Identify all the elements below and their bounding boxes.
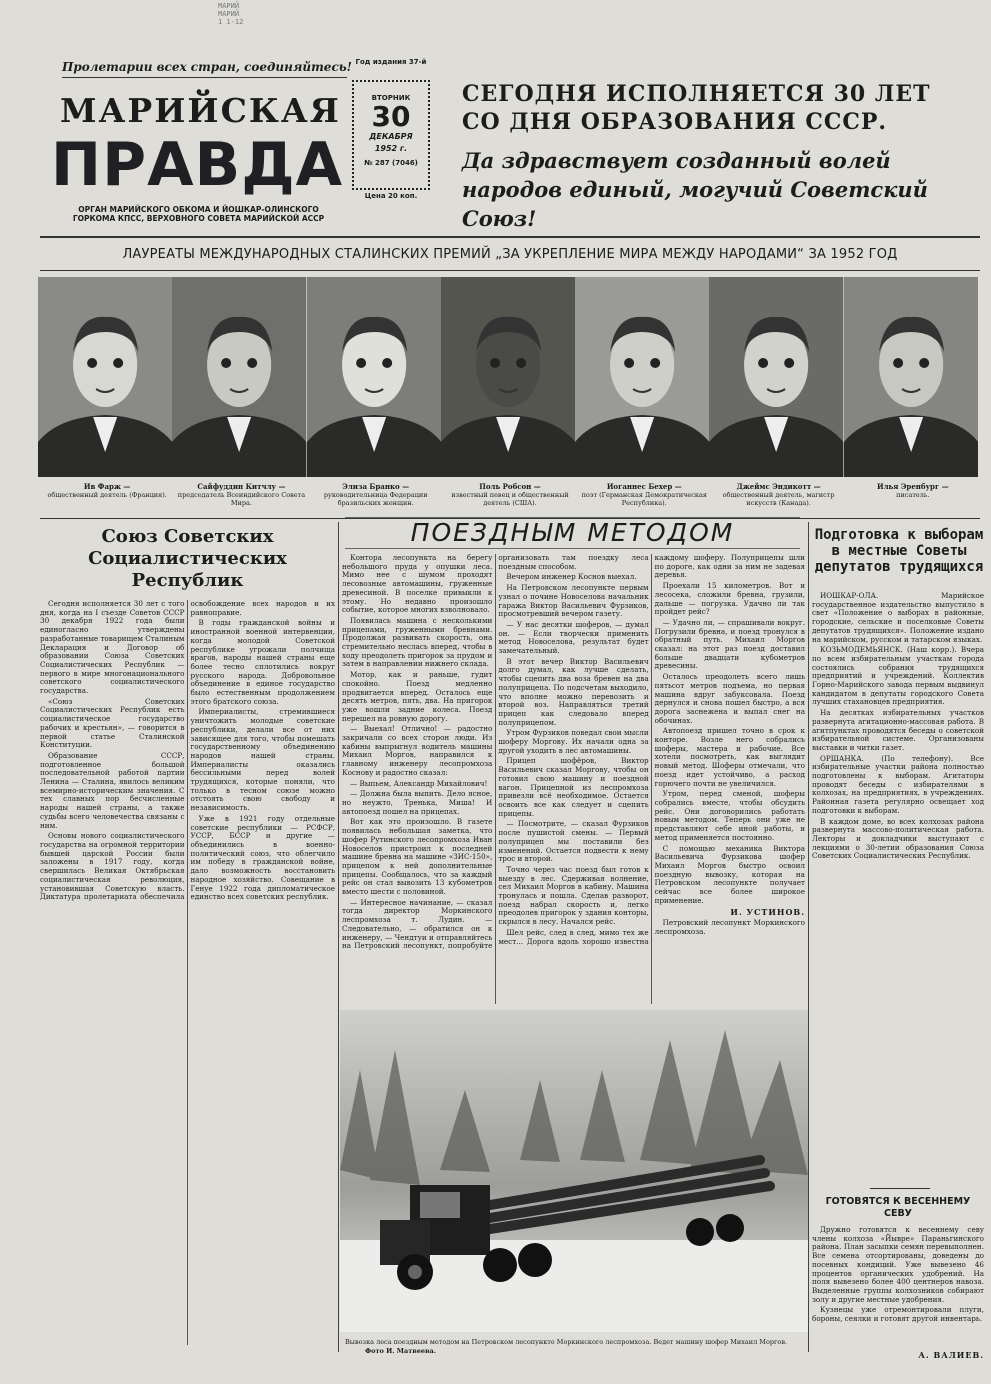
laureate-caption [40,483,174,507]
laureate-portrait [844,277,978,477]
paragraph: Осталось преодолеть всего лишь пятьсот метров подъема, но первая машина вдруг забуксовала. Поезд дернулся и снова пошел быстро, а вся дорога заснежена и выпал снег на обочинах. [654,672,805,725]
paragraph: С помощью механика Виктора Васильевича Фурзикова шофер Михаил Моргов быстро освоил поездную вывозку, которая на Петровском лесопункте получает сейчас все более широкое применение. [654,843,805,905]
paragraph: Вечером инженер Коснов выехал. [506,572,637,582]
weekday: ВТОРНИК [371,94,411,102]
divider [40,236,980,238]
paragraph: — Выехал! Отлично! — радостно закричали со всех сторон люди. Из кабины выпрыгнул водитель машины Михаил Моргов, направился к главному инженеру лесопромхоза Коснову и радостно сказал: [342,724,493,777]
paragraph: — Должна была выпить. Дело ясное, но неужто, Тренька, Миша! И автопоезд пошел на прицепах. [342,789,493,816]
laureate-caption [577,483,711,507]
laureate-portrait [172,277,306,477]
paragraph: Уже в 1921 году отдельные советские республики — РСФСР, УССР, БССР и другие — объединились в военно-политический союз, что облегчило им победу в гражданской войне, дало возможность восстановить народное хозяйство. Совещание в Генуе 1922 года дипломатическое единство всех советских республик. [190,813,335,902]
truck-photo-caption: Вывозка леса поездным методом на Петровском лесопункте Моркинского леспромхоза. Ведет машину шофер Михаил Моргов. Фото И. Матвеева. [345,1338,788,1355]
laureate-name: Сайфуддин Китчлу — [197,482,286,491]
day: 30 [371,100,411,133]
paragraph: На Петровском лесопункте первым узнал о почине Новоселова начальник гаража Виктор Васильевич Фурзиков, просмотревший вечером газету. [498,583,649,619]
headline: СЕГОДНЯ ИСПОЛНЯЕТСЯ 30 ЛЕТ СО ДНЯ ОБРАЗОВАНИЯ СССР. [462,81,931,135]
truck-photo-image [340,1010,808,1332]
paragraph: Сегодня исполняется 30 лет с того дня, когда на I съезде Советов СССР 30 декабря 1922 года были единогласно утверждены разработанные товарищем Сталиным Декларация и Договор об образовании Союза Советских Социалистических Республик — первого в мире многонационального советского социалистического государства. [40,600,185,696]
laureate-name: Иоганнес Бехер — [606,482,682,491]
paragraph: Проехали 15 километров. Вот и лесосека, сложили бревна, грузили, дальше — погрузка. Удачно ли так пройдет рейс? [654,581,805,617]
paragraph: ОРШАНКА. (По телефону). Все избирательные участки района полностью подготовлены к выборам. Агитаторы проводят беседы с избирателями в колхозах, на предприятиях, в учреждениях. Районная газета регулярно освещает ход подготовки к выборам. [812,753,984,815]
paragraph: — Удачно ли, — спрашивали вокруг. Погрузили бревна, и поезд тронулся в обратный путь. Михаил Моргов сказал: на этот раз поезд доставил больше двадцати кубометров древесины. [654,617,805,671]
paragraph: Основы нового социалистического государства на огромной территории бывшей царской России были заложены в 1917 году, когда свершилась Великая Октябрьская социалистическая революция, установившая Советскую власть. Диктатура пролетариата обеспечила освобождение всех народов и их равноправие. [40,600,335,902]
portrait-image [172,277,306,477]
paragraph: В каждом доме, во всех колхозах района развернута массово-политическая работа. Лекторы и докладчики выступают с лекциями о 30-летии образования Союза Советских Социалистических Республик. [812,816,984,861]
paragraph: Образование СССР, подготовленное большой последовательной работой партии Ленина — Сталина, явилось великим всемирно-историческим значения. С тех славных пор бесчисленные народы нашей страны, а также судьбы всего человечества связаны с ним. [40,750,185,830]
logging-truck-photo [340,1010,808,1332]
paragraph: — Интересное начинание, — сказал тогда директор Моркинского леспромхоза т. Лудин. — Следовательно, — обратился он к инженеру, — Чендтуи и отправляйтесь на Петровский лесопункт, попробуйте организовать там поездку леса поездным способом. [342,554,649,951]
year: 1952 г. [374,144,408,153]
paragraph: Дружно готовятся к весеннему севу члены колхоза «Йывре» Параньгинского района. План засыпки семян перевыполнен. Все семена отсортированы, доведены до посевных кондиций. Уже вывезено 46 процентов органических удобрений. На поля вывезено более 400 центнеров навоза. Выделенные группы колхозников собирают золу и другие местные удобрения. [812,1226,984,1304]
newspaper-title-line2: ПРАВДА [50,130,344,200]
laureate-description: поэт (Германская Демократическая Республика). [581,491,707,507]
laureate-caption [443,483,577,507]
paragraph: На десятках избирательных участков развернута агитационно-массовая работа. В агитпунктах проводятся беседы о советской избирательной системе. Организованы выставки и читки газет. [812,708,984,752]
laureate-name: Ив Фарж — [83,482,131,491]
laureate-name: Поль Робсон — [479,482,541,491]
center-article-title: ПОЕЗДНЫМ МЕТОДОМ [345,517,800,549]
paragraph: Появилась машина с несколькими прицепами, груженными бревнами. Продолжая развивать скорость, она стремительно неслась вперед, чтобы в ходу преодолеть пригорок за прудом и затем в направлении нижнего склада. [342,615,493,669]
paragraph: «Союз Советских Социалистических Республик есть социалистическое государство рабочих и крестьян», — говорится в первой статье Сталинской Конституции. [40,696,185,750]
spring-sowing-title: ГОТОВЯТСЯ К ВЕСЕННЕМУ СЕВУ [825,1196,971,1219]
paragraph: Автопоезд пришел точно в срок к конторе. Возле него собрались шоферы, мастера и рабочие. Все хотели посмотреть, как выглядит новый метод. Шоферы отмечали, что поезд идет устойчиво, а расход горючего почти не увеличился. [654,726,805,788]
paragraph: — Посмотрите, — сказал Фурзиков после пушистой смены. — Первый полуприцеп мы поставили без изменений. Остается подвести к нему трос и второй. [498,819,649,864]
laureate-portrait [441,277,575,477]
paragraph: — У нас десятки шоферов, — думал он. — Если творчески применить метод Новоселова, результат будет замечательный. [498,619,649,656]
laureate-caption [711,483,845,507]
paragraph: Кузнецы уже отремонтировали плуги, бороны, сеялки и готовят другой инвентарь. [812,1305,984,1324]
spring-sowing-body [812,1226,984,1341]
paragraph: Мотор, как и раньше, гудит спокойно. Поезд медленно продвигается вперед. Осталось еще десять метров, пять, два. На пригорок уже вошли задние колеса. Поезд перешел на ровную дорогу. [342,670,493,723]
laureate-caption [174,483,308,507]
portrait-image [38,277,172,477]
laureate-portrait [307,277,441,477]
price: Цена 20 коп. [364,192,418,200]
right-article-body [812,592,984,1180]
laureate-caption [846,483,980,507]
right-article-title: Подготовка к выборам в местные Советы депутатов трудящихся [814,527,984,575]
laureate-portrait [575,277,709,477]
laureate-description: общественный деятель, магистр искусств (Канада). [722,491,835,507]
motto: Пролетарии всех стран, соединяйтесь! [62,60,347,78]
laureate-name: Джеймс Эндикотт — [736,482,821,491]
paragraph: Утром, перед сменой, шоферы собрались вместе, чтобы обсудить рейс. Они договорились работать новым методом. Теперь они уже не представляют себе иной работы, и метод применяется постоянно. [654,789,805,842]
laureate-name: Илья Эренбург — [876,482,949,491]
issue-number: № 287 (7046) [364,159,418,167]
paragraph: В годы гражданской войны и иностранной военной интервенции, когда молодой Советской республике угрожали полчища врагов, народы нашей страны еще более тесно сплотились вокруг русского народа. Добровольное объединение в единое государство было естественным продолжением этого братского союза. [190,618,335,706]
laureate-name: Элиза Бранко — [342,482,410,491]
author-place: Петровский лесопункт Моркинского леспромхоза. [654,918,805,937]
paragraph: В этот вечер Виктор Васильевич долго думал, как лучше сделать, чтобы сцепить два воза бревен на два полуприцепа. По подсчетам выходило, что вполне можно перевозить и второй воз. Направляться третий прицеп как следовало вперед полуприцепом. [498,656,649,727]
slogan: Да здравствует созданный волей народов единый, могучий Советский Союз! [462,148,928,231]
divider [870,1188,930,1189]
laureate-portraits [38,277,978,477]
laureate-captions [40,483,980,507]
laureate-description: писатель. [896,491,930,499]
laureate-description: председатель Всеиндийского Совета Мира. [177,491,306,507]
paragraph: Точно через час поезд был готов к выезду в лес. Сдерживая волнение, сел Михаил Моргов в кабину. Машина тронулась и пошла. Сделав разворот, поезд набрал скорость и, легко преодолев пригорок у здания конторы, скрылся в лесу. Начался рейс. [498,864,649,927]
paragraph: КОЗЬМОДЕМЬЯНСК. (Наш корр.). Вчера по всем избирательным участкам города состоялись собрания трудящихся предприятий и учреждений. Коллектив Горно-Марийского завода первым выдвинул кандидатом в депутаты городского Совета лучших стахановцев предприятия. [812,645,984,707]
archive-stamp: МАРИЙ МАРИЙ 1 1-12 [218,2,244,26]
year-of-issue: Год издания 37-й [355,58,427,66]
center-article-body [342,554,805,1004]
paragraph: Контора лесопункта на берегу небольшого пруда у опушки леса. Мимо нее с шумом проходят лесовозные автомашины, груженные древесиной. В поселке привыкли к этому. Но недавно произошло событие, которое многих взволновало. [342,554,493,615]
paragraph: Империалисты, стремившиеся уничтожить молодые советские республики, делали все от них зависящее для того, чтобы помешать государственному объединению народов нашей страны. Империалисты оказались бессильными перед волей трудящихся, которые поняли, что только в тесном союзе можно отстоять свою свободу и независимость. [190,707,335,813]
month: ДЕКАБРЯ [369,132,413,141]
photo-credit: Фото И. Матвеева. [365,1347,437,1355]
left-article-body [40,600,335,1345]
paragraph: — Выпьем, Александр Михайлович! [350,778,488,788]
divider [40,270,980,271]
left-article-title: Союз Советских Социалистических Республик [88,526,287,591]
laureate-portrait [709,277,843,477]
paragraph: Утром Фурзиков поведал свои мысли шоферу Моргову. Их начали одна за другой уходить в лес автомашины. [498,728,649,755]
portrait-image [307,277,441,477]
newspaper-title-line1: МАРИЙСКАЯ [60,91,341,130]
portrait-image [844,277,978,477]
laureate-description: руководительница Федерации бразильских женщин. [323,491,428,507]
spring-sowing-author: А. ВАЛИЕВ. [918,1350,984,1360]
date-box [352,80,430,190]
paragraph: Шел рейс, след в след, мимо тех же мест... Дорога вдоль хорошо известна каждому шоферу. Полуприцепы шли по дороге, как одни за ним не задевая деревья. [498,554,805,946]
paragraph: Вот как это произошло. В газете появилась небольшая заметка, что шофер Рутинского лесопромхоза Иван Новоселов пристроил к последней машине бревна на машине «ЗИС-150», прицепом к ней дополнительные прицепы. Сообщалось, что за каждый рейс он стал вывозить 13 кубометров вместо шести с половиной. [342,817,493,897]
column-divider [808,522,809,1352]
laureate-description: общественный деятель (Франция). [47,491,167,499]
laureates-banner: ЛАУРЕАТЫ МЕЖДУНАРОДНЫХ СТАЛИНСКИХ ПРЕМИЙ „ЗА УКРЕПЛЕНИЕ МИРА МЕЖДУ НАРОДАМИ“ ЗА 1952 ГОД [122,247,898,262]
author: И. УСТИНОВ. [730,907,805,918]
newspaper-organ: ОРГАН МАРИЙСКОГО ОБКОМА И ЙОШКАР-ОЛИНСКОГО ГОРКОМА КПСС, ВЕРХОВНОГО СОВЕТА МАРИЙСКОЙ АССР [72,205,325,223]
laureate-caption [309,483,443,507]
paragraph: Прицеп шофёров, Виктор Васильевич сказал Моргову, чтобы он готовил свою машину и поездной вагон. Прицепной из леспромхоза привезли всё необходимое. Остается освоить все как следует и сцепить прицепы. [498,756,649,818]
column-divider [338,522,339,1352]
portrait-image [709,277,843,477]
paragraph: ЙОШКАР-ОЛА. Марийское государственное издательство выпустило в свет «Положение о выборах в районные, городские, сельские и поселковые Советы депутатов трудящихся». Положение издано на марийском, русском и татарском языках. [812,592,984,644]
portrait-image [575,277,709,477]
laureate-portrait [38,277,172,477]
portrait-image [441,277,575,477]
laureate-description: известный певец и общественный деятель (США). [451,491,569,507]
